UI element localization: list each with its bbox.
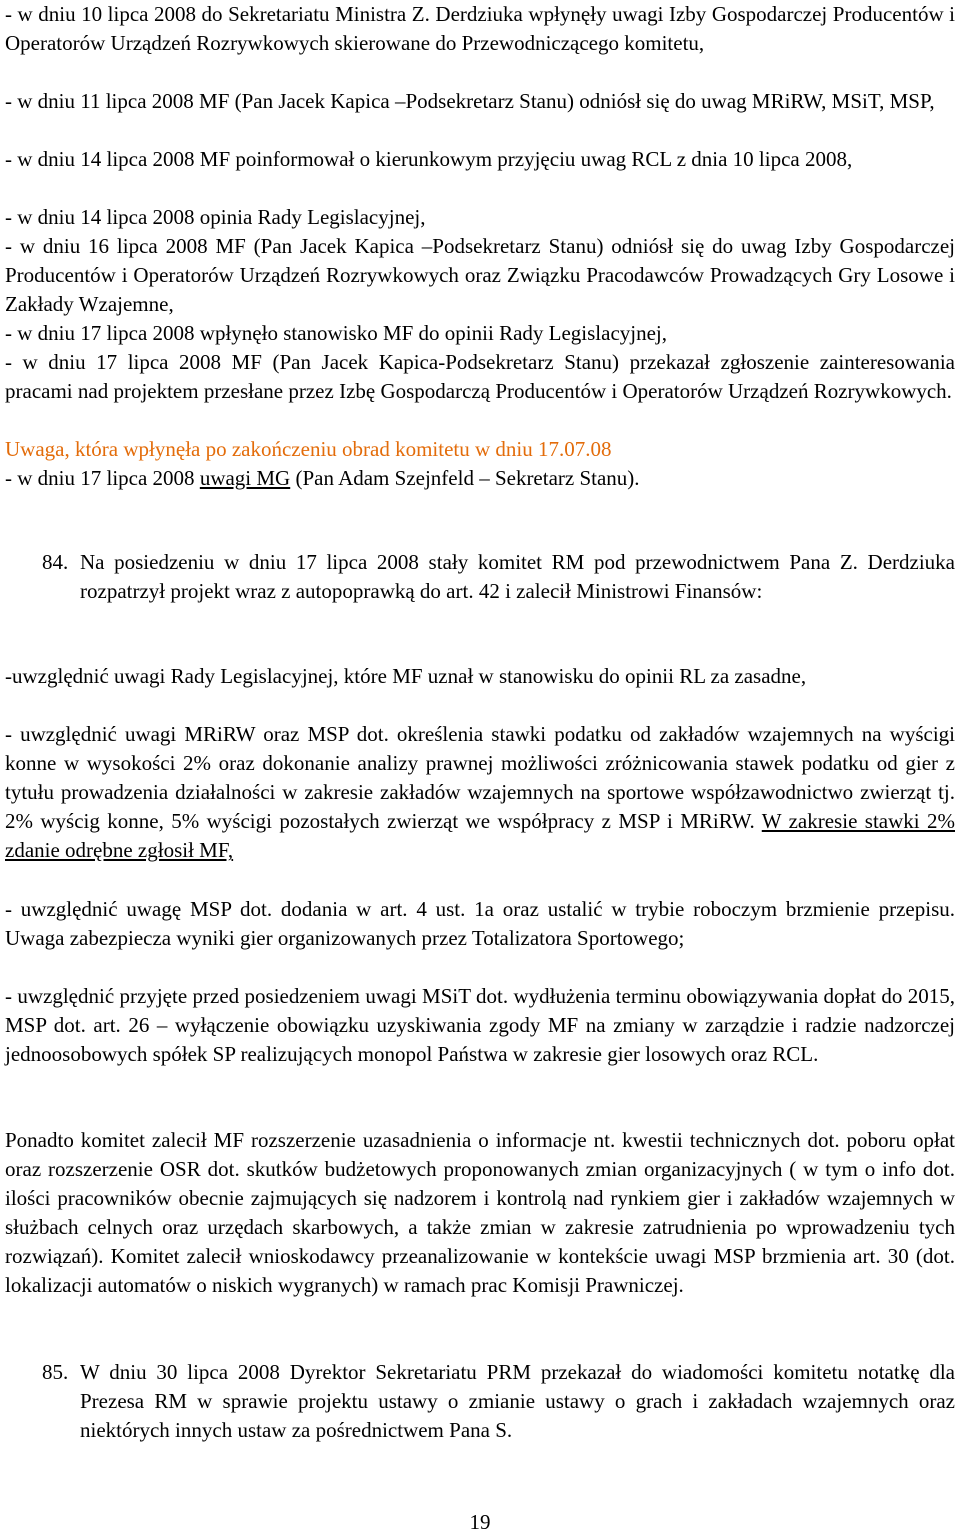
- item-85-text: W dniu 30 lipca 2008 Dyrektor Sekretariatu PRM przekazał do wiadomości komitetu notatkę dla Prezesa RM w sprawie projektu ustawy o zmianie ustawy o grach i zakładach wzajemnych oraz niektórych innych ustaw za pośrednictwem Pana S.: [80, 1360, 955, 1443]
- mf-dissent-note: W zakresie stawki 2% zdanie odrębne zgłosił MF,: [5, 809, 955, 863]
- entry-14-july-opinion: - w dniu 14 lipca 2008 opinia Rady Legislacyjnej,: [5, 205, 426, 229]
- item-85-number: 85.: [42, 1360, 69, 1384]
- entry-14-july-rcl: - w dniu 14 lipca 2008 MF poinformował o kierunkowym przyjęciu uwag RCL z dnia 10 lipca 2008,: [5, 147, 853, 171]
- recommendation-legislative-council: -uwzględnić uwagi Rady Legislacyjnej, które MF uznał w stanowisku do opinii RL za zasadne,: [5, 664, 807, 688]
- mg-line-suffix: (Pan Adam Szejnfeld – Sekretarz Stanu).: [290, 466, 640, 490]
- recommendation-msit-msp-rcl: - uwzględnić przyjęte przed posiedzeniem uwagi MSiT dot. wydłużenia terminu obowiązywania dopłat do 2015, MSP dot. art. 26 – wyłączenie obowiązku uzyskiwania zgody MF na zmiany w zarządzie i radzie nadzorczej jednoosobowych spółek SP realizujących monopol Państwa w zakresie gier losowych oraz RCL.: [5, 984, 955, 1067]
- entry-11-july: - w dniu 11 lipca 2008 MF (Pan Jacek Kapica –Podsekretarz Stanu) odniósł się do uwag MRiRW, MSiT, MSP,: [5, 89, 935, 113]
- entry-17-july-mf-submission: - w dniu 17 lipca 2008 MF (Pan Jacek Kapica-Podsekretarz Stanu) przekazał zgłoszenie zainteresowania pracami nad projektem przesłane przez Izbę Gospodarczą Producentów i Operatorów Urządzeń Rozrywkowych.: [5, 350, 955, 404]
- mg-comments-link[interactable]: uwagi MG: [199, 466, 291, 490]
- mg-line-prefix: - w dniu 17 lipca 2008: [5, 466, 200, 490]
- entry-10-july: - w dniu 10 lipca 2008 do Sekretariatu Ministra Z. Derdziuka wpłynęły uwagi Izby Gospodarczej Producentów i Operatorów Urządzeń Rozrywkowych skierowane do Przewodniczącego komitetu,: [5, 2, 955, 56]
- late-comment-note: Uwaga, która wpłynęła po zakończeniu obrad komitetu w dniu 17.07.08: [5, 437, 612, 461]
- entry-17-july-mg: [5, 464, 955, 493]
- recommendation-tax-rate: [5, 720, 955, 865]
- recommendation-msp-art4: - uwzględnić uwagę MSP dot. dodania w art. 4 ust. 1a oraz ustalić w trybie roboczym brzmienie przepisu. Uwaga zabezpiecza wyniki gier organizowanych przez Totalizatora Sportowego;: [5, 897, 955, 951]
- page-number: 19: [469, 1510, 491, 1534]
- item-84-text: Na posiedzeniu w dniu 17 lipca 2008 stały komitet RM pod przewodnictwem Pana Z. Derdziuka rozpatrzył projekt wraz z autopoprawką do art. 42 i zalecił Ministrowi Finansów:: [80, 550, 955, 604]
- entry-17-july-mf-position: - w dniu 17 lipca 2008 wpłynęło stanowisko MF do opinii Rady Legislacyjnej,: [5, 321, 668, 345]
- recommendation-tax-rate-text: - uwzględnić uwagi MRiRW oraz MSP dot. określenia stawki podatku od zakładów wzajemnych na wyścigi konne w wysokości 2% oraz dokonanie analizy prawnej możliwości zróżnicowania stawek podatku od gier z tytułu prowadzenia działalności w zakresie zakładów wzajemnych na sportowe współzawodnictwo zwierząt tj. 2% wyścig konne, 5% wyścigi pozostałych zwierząt we współpracy z MSP i MRiRW.: [5, 722, 955, 834]
- item-84-number: 84.: [42, 550, 69, 574]
- paragraph-additional-recommendations: Ponadto komitet zalecił MF rozszerzenie uzasadnienia o informacje nt. kwestii technicznych dot. poboru opłat oraz rozszerzenie OSR dot. skutków budżetowych proponowanych zmian organizacyjnych ( w tym o info dot. ilości pracowników obecnie zajmujących się nadzorem i kontrolą nad rynkiem gier i zakładów wzajemnych w służbach celnych oraz urzędach skarbowych, a także zmian w zakresie zatrudnienia po wprowadzeniu tych rozwiązań). Komitet zalecił wnioskodawcy przeanalizowanie w kontekście uwagi MSP brzmienia art. 30 (dot. lokalizacji automatów o niskich wygranych) w ramach prac Komisji Prawniczej.: [5, 1128, 955, 1298]
- entry-16-july: - w dniu 16 lipca 2008 MF (Pan Jacek Kapica –Podsekretarz Stanu) odniósł się do uwag Izby Gospodarczej Producentów i Operatorów Urządzeń Rozrywkowych oraz Związku Pracodawców Prowadzących Gry Losowe i Zakłady Wzajemne,: [5, 234, 955, 317]
